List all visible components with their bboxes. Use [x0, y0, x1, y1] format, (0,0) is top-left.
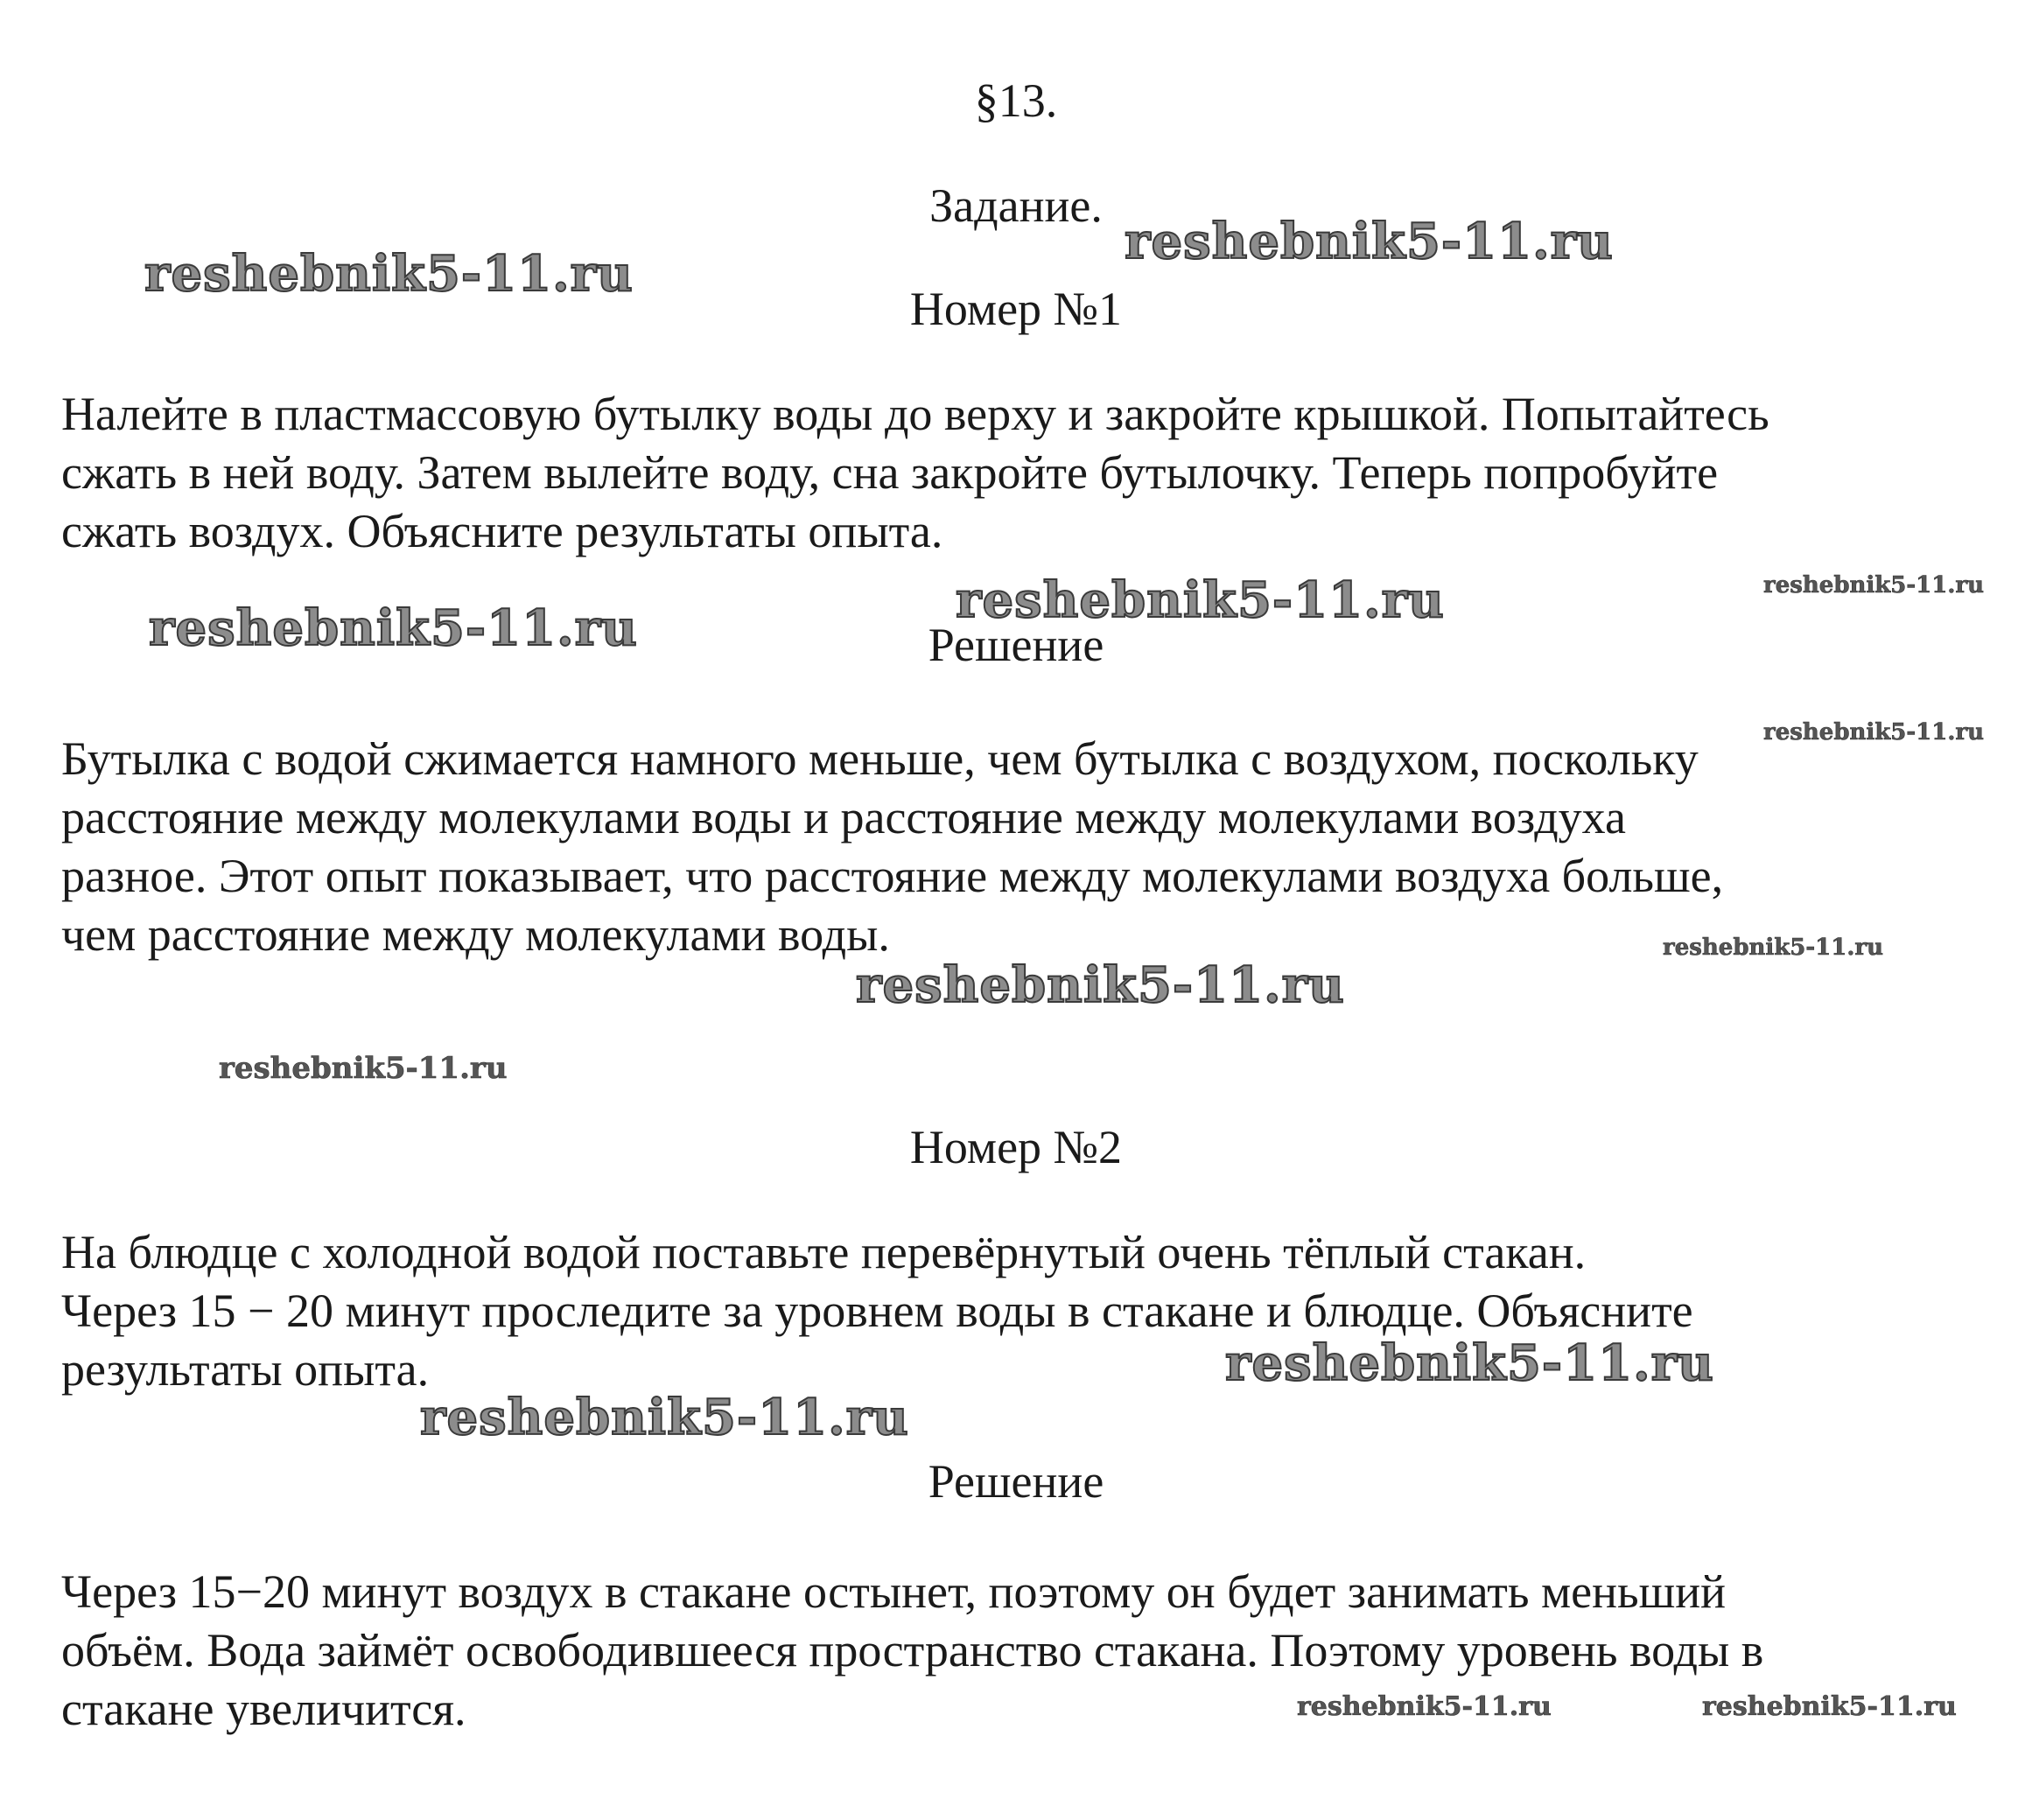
task-2-number: Номер №2 — [909, 1121, 1123, 1173]
task-1-question-line: сжать воздух. Объясните результаты опыта. — [61, 505, 943, 557]
watermark: reshebnik5-11.ru — [144, 245, 634, 303]
task-1-question-line: Налейте в пластмассовую бутылку воды до верху и закройте крышкой. Попытайтесь — [61, 388, 1769, 440]
section-title: §13. — [974, 74, 1058, 127]
task-1-answer — [61, 730, 2021, 964]
task-1-answer-line: чем расстояние между молекулами воды. — [61, 908, 890, 961]
task-1-answer-line: Бутылка с водой сжимается намного меньше, чем бутылка с воздухом, поскольку — [61, 732, 1699, 785]
watermark: reshebnik5-11.ru — [1763, 572, 1985, 598]
task-2-answer-line: объём. Вода займёт освободившееся пространство стакана. Поэтому уровень воды в — [61, 1624, 1764, 1676]
task-2-solution-heading: Решение — [928, 1455, 1104, 1508]
watermark: reshebnik5-11.ru — [1763, 719, 1985, 746]
task-2-question-line: Через 15 − 20 минут проследите за уровнем воды в стакане и блюдце. Объясните — [61, 1284, 1693, 1337]
task-1-number: Номер №1 — [909, 283, 1123, 335]
watermark: reshebnik5-11.ru — [420, 1389, 909, 1446]
task-1-question — [61, 385, 2021, 561]
task-2-question-line: На блюдце с холодной водой поставьте перевёрнутый очень тёплый стакан. — [61, 1226, 1587, 1278]
watermark: reshebnik5-11.ru — [1663, 934, 1884, 961]
task-2-question-line: результаты опыта. — [61, 1343, 430, 1396]
task-heading: Задание. — [929, 179, 1103, 232]
task-1-solution-heading: Решение — [928, 619, 1104, 671]
watermark: reshebnik5-11.ru — [219, 1051, 508, 1086]
watermark: reshebnik5-11.ru — [1225, 1334, 1714, 1392]
task-1-answer-line: разное. Этот опыт показывает, что расстояние между молекулами воздуха больше, — [61, 850, 1724, 902]
watermark: reshebnik5-11.ru — [856, 956, 1345, 1014]
task-2-question — [61, 1223, 2021, 1399]
task-1-answer-line: расстояние между молекулами воды и расстояние между молекулами воздуха — [61, 791, 1626, 844]
watermark: reshebnik5-11.ru — [1125, 213, 1614, 270]
task-2-answer-line: Через 15−20 минут воздух в стакане остынет, поэтому он будет занимать меньший — [61, 1565, 1726, 1618]
watermark: reshebnik5-11.ru — [1297, 1691, 1552, 1722]
watermark: reshebnik5-11.ru — [1702, 1691, 1957, 1722]
watermark: reshebnik5-11.ru — [956, 571, 1445, 629]
watermark: reshebnik5-11.ru — [149, 599, 638, 657]
task-1-question-line: сжать в ней воду. Затем вылейте воду, сна закройте бутылочку. Теперь попробуйте — [61, 446, 1719, 499]
task-2-answer-line: стакане увеличится. — [61, 1683, 466, 1735]
